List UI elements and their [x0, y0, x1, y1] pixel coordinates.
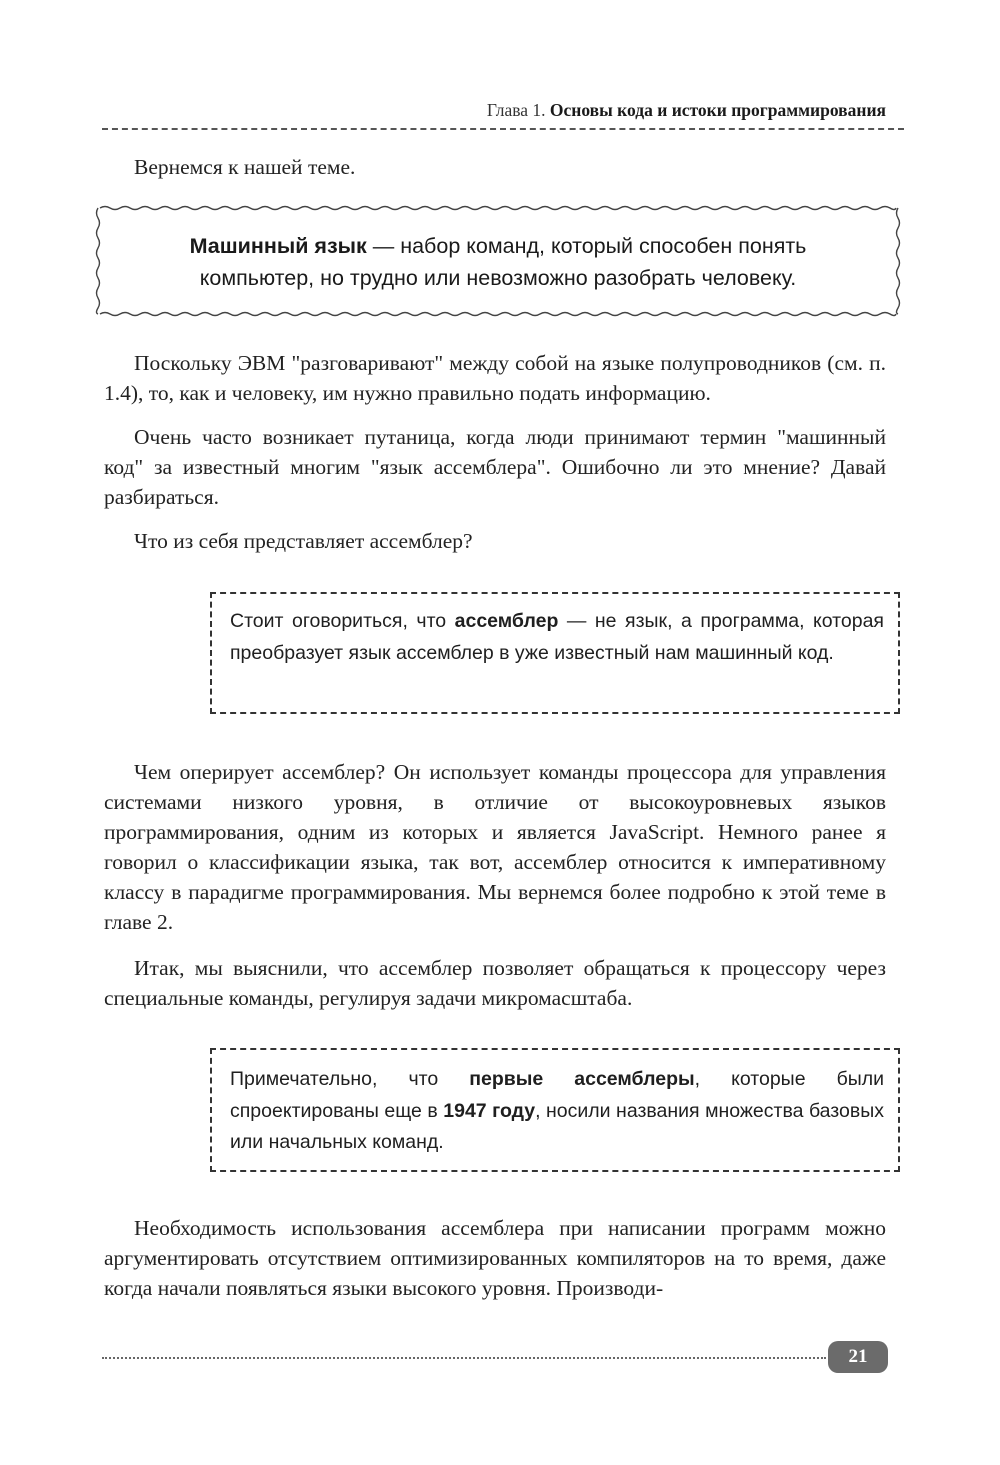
- page-number: 21: [828, 1341, 888, 1373]
- note-box-assembler: [210, 592, 900, 714]
- note-box-first-assemblers: [210, 1048, 900, 1172]
- paragraph-1: Поскольку ЭВМ "разговаривают" между собой на языке полупроводников (см. п. 1.4), то, как и человеку, им нужно правильно подать информацию.: [104, 351, 886, 405]
- paragraph-4: Чем оперирует ассемблер? Он использует команды процессора для управления системами низкого уровня, в отличие от высокоуровневых языков программирования, одним из которых и является JavaScript. Немного ранее я говорил о классификации языка, так вот, ассемблер относится к императивному классу в парадигме программирования. Мы вернемся более подробно к этой теме в главе 2.: [104, 760, 886, 934]
- paragraph-5: Итак, мы выяснили, что ассемблер позволяет обращаться к процессору через специальные команды, регулируя задачи микромасштаба.: [104, 956, 886, 1010]
- note-first-assemblers-text: Примечательно, что первые ассемблеры, которые были спроектированы еще в 1947 году, носили названия множества базовых или начальных команд.: [230, 1068, 885, 1153]
- footer-divider: [102, 1357, 826, 1359]
- intro-paragraph: Вернемся к нашей теме.: [134, 155, 356, 179]
- note-assembler-bold: ассемблер: [454, 610, 559, 632]
- chapter-label: Глава 1.: [486, 100, 546, 120]
- definition-box: [92, 200, 904, 322]
- definition-term: Машинный язык: [189, 234, 367, 258]
- header-divider: [102, 128, 904, 130]
- running-header: [100, 100, 886, 121]
- paragraph-3: Что из себя представляет ассемблер?: [134, 529, 473, 553]
- chapter-title: Основы кода и истоки программирования: [549, 100, 886, 120]
- note-assembler-text: Стоит оговориться, что ассемблер — не язык, а программа, которая преобразует язык ассемблер в уже известный нам машинный код.: [230, 610, 884, 664]
- note-bold-first-assemblers: первые ассемблеры: [469, 1068, 695, 1090]
- definition-text: Машинный язык — набор команд, который способен понять компьютер, но трудно или невозможно разобрать человеку.: [189, 234, 807, 290]
- paragraph-6: Необходимость использования ассемблера при написании программ можно аргументировать отсутствием оптимизированных компиляторов на то время, даже когда начали появляться языки высокого уровня. Производи-: [104, 1216, 886, 1300]
- note-bold-year: 1947 году: [443, 1099, 536, 1122]
- paragraph-2: Очень часто возникает путаница, когда люди принимают термин "машинный код" за известный многим "язык ассемблера". Ошибочно ли это мнение? Давай разбираться.: [104, 425, 886, 509]
